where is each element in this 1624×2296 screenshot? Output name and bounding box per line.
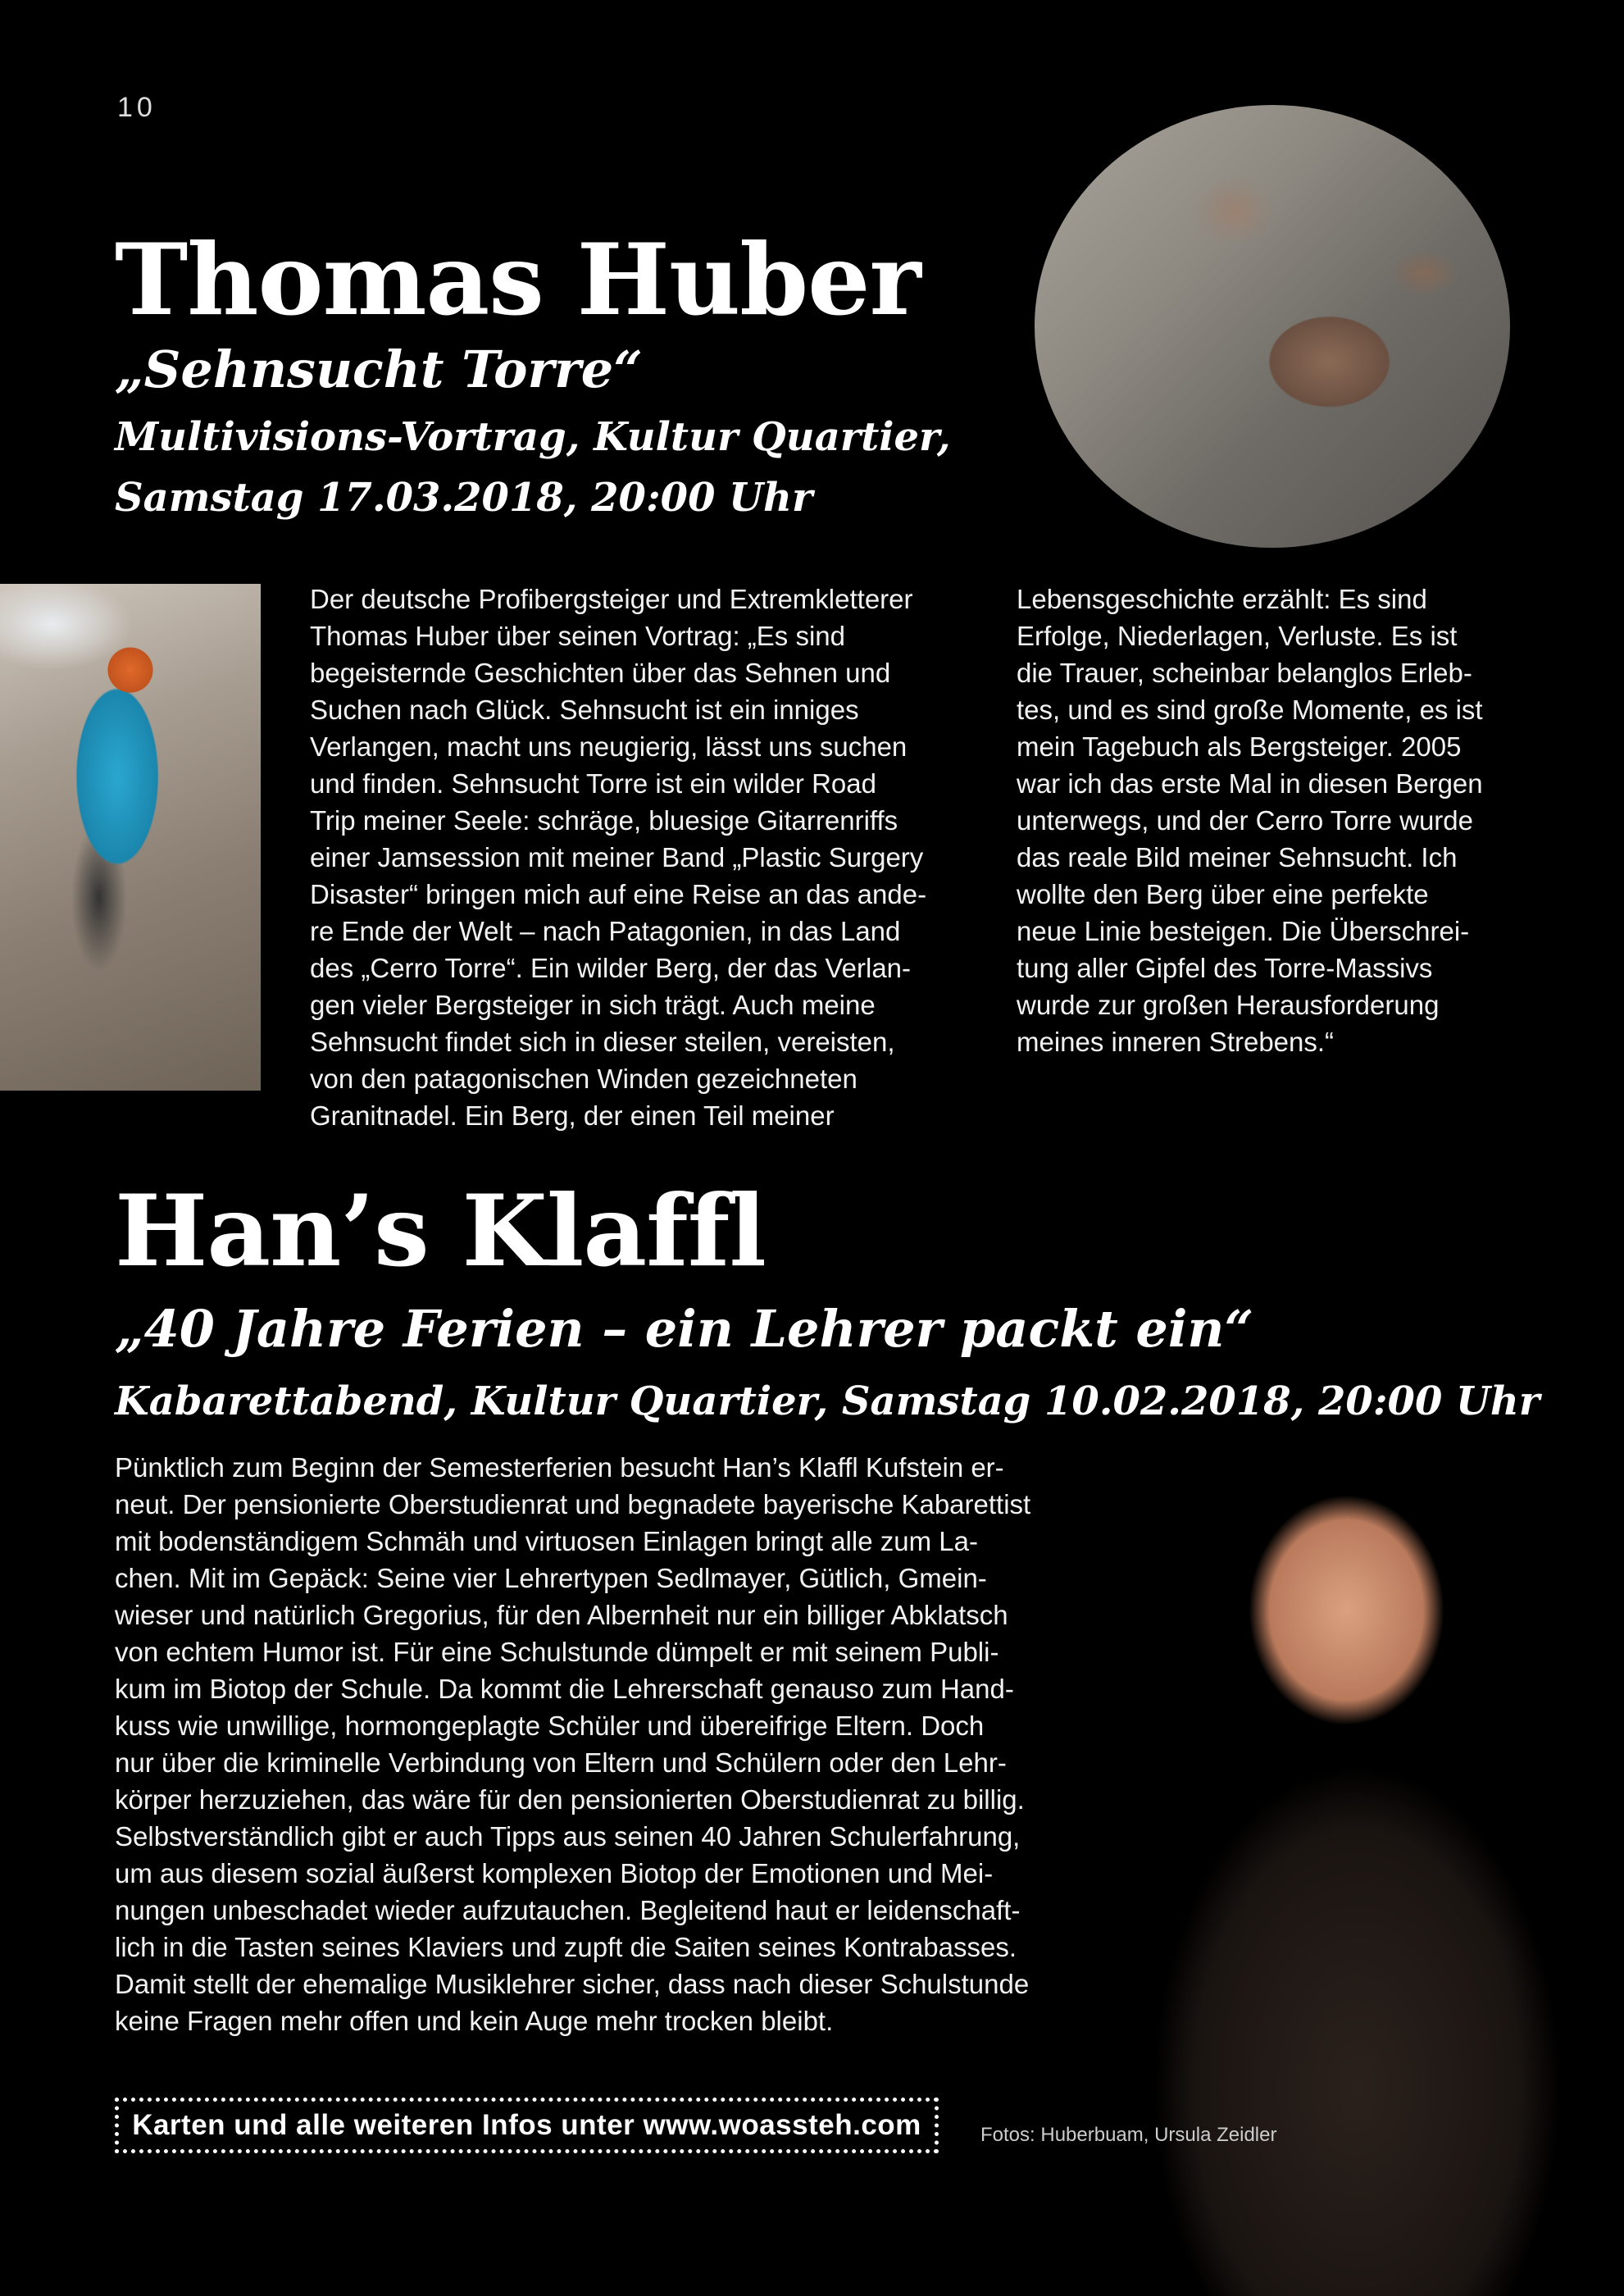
text-line: Verlangen, macht uns neugierig, lässt uns suchen xyxy=(310,731,908,762)
text-line: des „Cerro Torre“. Ein wilder Berg, der das Verlan- xyxy=(310,953,912,983)
huber-name-heading: Thomas Huber xyxy=(115,222,921,338)
text-line: mit bodenständigem Schmäh und virtuosen Einlagen bringt alle zum La- xyxy=(115,1526,978,1556)
text-line: keine Fragen mehr offen und kein Auge mehr trocken bleibt. xyxy=(115,2006,834,2036)
text-line: neut. Der pensionierte Oberstudienrat und begnadete bayerische Kabarettist xyxy=(115,1489,1031,1519)
text-line: Lebensgeschichte erzählt: Es sind xyxy=(1017,584,1427,614)
text-line: gen vieler Bergsteiger in sich trägt. Auch meine xyxy=(310,990,876,1020)
text-line: Sehnsucht findet sich in dieser steilen, vereisten, xyxy=(310,1027,895,1057)
photo-credit: Fotos: Huberbuam, Ursula Zeidler xyxy=(980,2124,1277,2146)
huber-info-line1: Multivisions-Vortrag, Kultur Quartier, xyxy=(115,414,951,460)
text-line: chen. Mit im Gepäck: Seine vier Lehrertypen Sedlmayer, Gütlich, Gmein- xyxy=(115,1563,987,1593)
text-line: unterwegs, und der Cerro Torre wurde xyxy=(1017,805,1474,836)
huber-text-column-2 xyxy=(1017,581,1541,1060)
text-line: die Trauer, scheinbar belanglos Erleb- xyxy=(1017,658,1472,688)
text-line: Erfolge, Niederlagen, Verluste. Es ist xyxy=(1017,621,1458,651)
text-line: von echtem Humor ist. Für eine Schulstunde dümpelt er mit seinem Publi- xyxy=(115,1637,999,1667)
huber-info-line2: Samstag 17.03.2018, 20:00 Uhr xyxy=(115,475,813,521)
tickets-info-box[interactable]: Karten und alle weiteren Infos unter www.woassteh.com xyxy=(115,2098,939,2153)
text-line: um aus diesem sozial äußerst komplexen Biotop der Emotionen und Mei- xyxy=(115,1858,994,1888)
klaffl-name-heading: Han’s Klaffl xyxy=(115,1173,766,1289)
page-number: 10 xyxy=(117,92,157,123)
text-line: Disaster“ bringen mich auf eine Reise an das ande- xyxy=(310,879,927,909)
performer-photo xyxy=(1090,1460,1624,2296)
huber-text-column-1 xyxy=(310,581,982,1134)
text-line: nungen unbeschadet wieder aufzutauchen. Begleitend haut er leidenschaft- xyxy=(115,1895,1021,1925)
text-line: von den patagonischen Winden gezeichneten xyxy=(310,1064,857,1094)
text-line: neue Linie besteigen. Die Überschrei- xyxy=(1017,916,1470,946)
text-line: Damit stellt der ehemalige Musiklehrer sicher, dass nach dieser Schulstunde xyxy=(115,1969,1030,1999)
text-line: nur über die kriminelle Verbindung von Eltern und Schülern oder den Lehr- xyxy=(115,1747,1007,1778)
text-line: Der deutsche Profibergsteiger und Extremkletterer xyxy=(310,584,913,614)
text-line: körper herzuziehen, das wäre für den pensionierten Oberstudienrat zu billig. xyxy=(115,1784,1025,1815)
text-line: lich in die Tasten seines Klaviers und zupft die Saiten seines Kontrabasses. xyxy=(115,1932,1017,1962)
text-line: begeisternde Geschichten über das Sehnen und xyxy=(310,658,891,688)
klaffl-text-body xyxy=(115,1449,1090,2039)
text-line: wollte den Berg über eine perfekte xyxy=(1017,879,1429,909)
text-line: kuss wie unwillige, hormongeplagte Schüler und übereifrige Eltern. Doch xyxy=(115,1711,985,1741)
text-line: war ich das erste Mal in diesen Bergen xyxy=(1017,768,1483,799)
text-line: Thomas Huber über seinen Vortrag: „Es sind xyxy=(310,621,845,651)
text-line: kum im Biotop der Schule. Da kommt die Lehrerschaft genauso zum Hand- xyxy=(115,1674,1014,1704)
text-line: einer Jamsession mit meiner Band „Plastic Surgery xyxy=(310,842,924,872)
text-line: Trip meiner Seele: schräge, bluesige Gitarrenriffs xyxy=(310,805,898,836)
huber-event-info xyxy=(115,407,1017,528)
text-line: mein Tagebuch als Bergsteiger. 2005 xyxy=(1017,731,1462,762)
climbing-wall-photo xyxy=(0,584,261,1091)
text-line: wieser und natürlich Gregorius, für den Albernheit nur ein billiger Abklatsch xyxy=(115,1600,1008,1630)
huber-subtitle: „Sehnsucht Torre“ xyxy=(115,339,643,399)
text-line: das reale Bild meiner Sehnsucht. Ich xyxy=(1017,842,1458,872)
text-line: Suchen nach Glück. Sehnsucht ist ein inniges xyxy=(310,695,859,725)
climber-portrait-photo xyxy=(1035,105,1510,548)
klaffl-subtitle: „40 Jahre Ferien – ein Lehrer packt ein“ xyxy=(115,1299,1254,1359)
text-line: wurde zur großen Herausforderung xyxy=(1017,990,1440,1020)
text-line: tes, und es sind große Momente, es ist xyxy=(1017,695,1483,725)
text-line: Pünktlich zum Beginn der Semesterferien besucht Han’s Klaffl Kufstein er- xyxy=(115,1452,1004,1483)
text-line: Granitnadel. Ein Berg, der einen Teil meiner xyxy=(310,1100,835,1131)
text-line: und finden. Sehnsucht Torre ist ein wilder Road xyxy=(310,768,876,799)
text-line: Selbstverständlich gibt er auch Tipps aus seinen 40 Jahren Schulerfahrung, xyxy=(115,1821,1021,1852)
text-line: re Ende der Welt – nach Patagonien, in das Land xyxy=(310,916,901,946)
text-line: tung aller Gipfel des Torre-Massivs xyxy=(1017,953,1433,983)
klaffl-event-info: Kabarettabend, Kultur Quartier, Samstag 10.02.2018, 20:00 Uhr xyxy=(115,1378,1540,1424)
text-line: meines inneren Strebens.“ xyxy=(1017,1027,1335,1057)
